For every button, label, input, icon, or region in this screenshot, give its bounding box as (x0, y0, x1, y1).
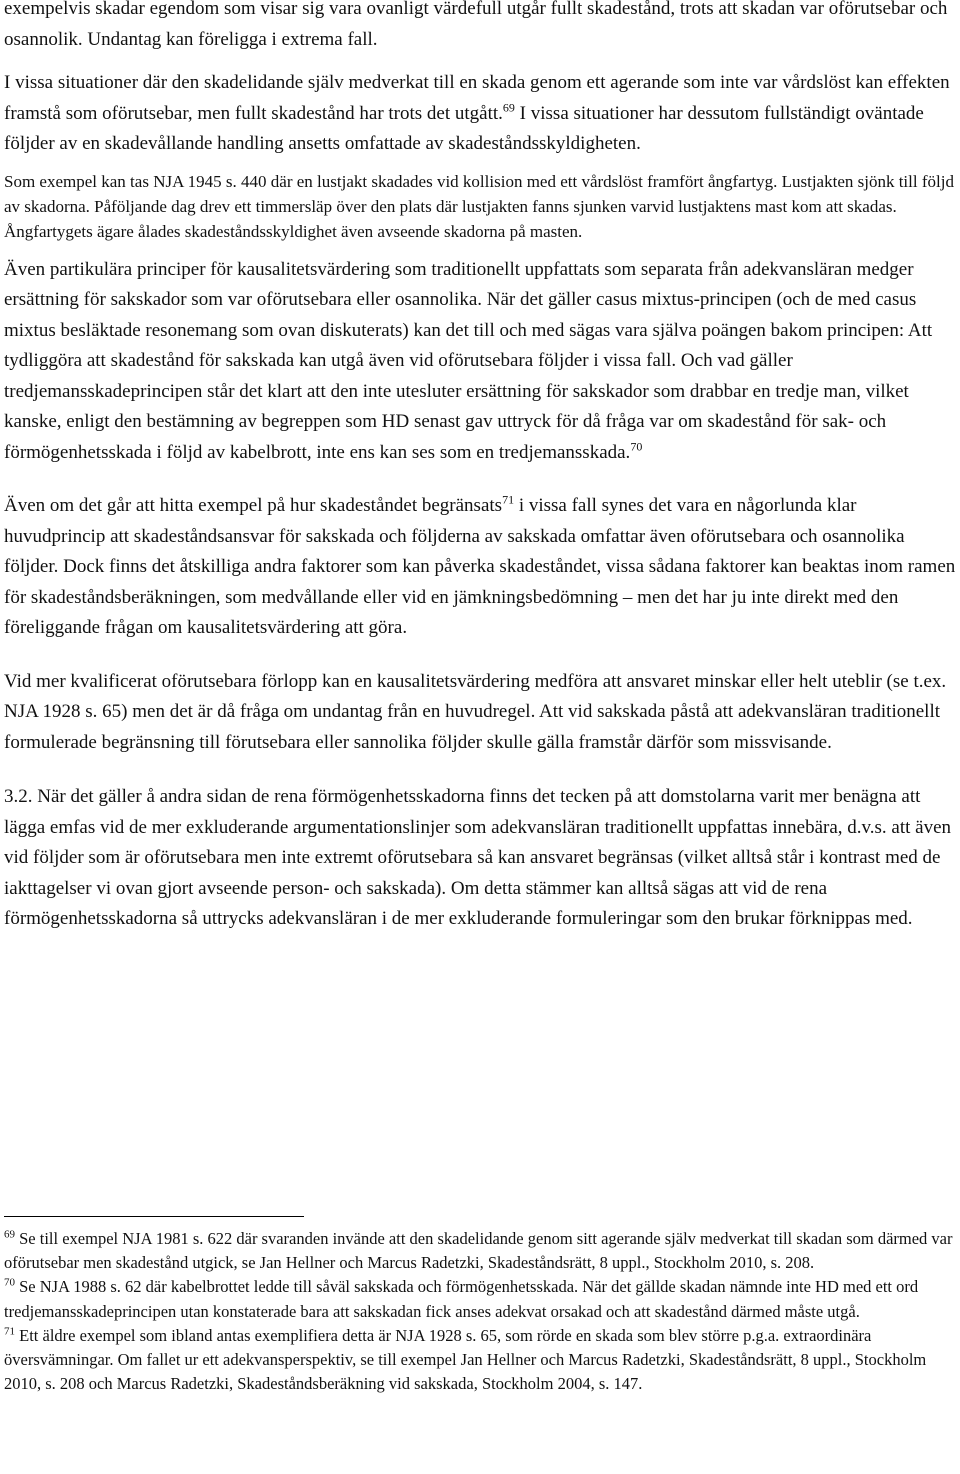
paragraph-example-nja-1945: Som exempel kan tas NJA 1945 s. 440 där en lustjakt skadades vid kollision med ett vårdslöst framfört ångfartyg. Lustjakten sjönk till följd av skadorna. Påföljande dag drev ett timmersläp över den plats där lustjakten fanns sjunken varvid lustjaktens mast kom att skadas. Ångfartygets ägare ålades skadeståndsskyldighet även avseende skadorna på masten. (4, 171, 954, 241)
paragraph-section-3-2: 3.2. När det gäller å andra sidan de rena förmögenhetsskadorna finns det tecken på att domstolarna varit mer benägna att lägga emfas vid de mer exkluderande argumentationslinjer som adekvansläran traditionellt uppfattas innebära, d.v.s. att även vid följder som är oförutsebara men inte extremt oförutsebara så kan ansvaret begränsas (vilket alltså står i kontrast med de iakttagelser vi ovan gjort avseende person- och sakskada). Om detta stämmer kan alltså sägas att vid de rena förmögenhetsskadorna så uttrycks adekvansläran i de mer exkluderande formuleringar som den brukar förknippas med. (4, 786, 952, 929)
footnote-text: Se NJA 1988 s. 62 där kabelbrottet ledde till såväl sakskada och förmögenhetsskada. När det gällde skadan nämnde inte HD med ett ord tredjemansskadeprincipen utan konstaterade bara att sakskadan fick anses adekvat orsakad och att skadestånd därmed måste utgå. (4, 1277, 919, 1321)
paragraph-situations-text-a: I vissa situationer där den skadelidande själv medverkat till en skada genom ett agerande som inte var vårdslöst kan effekten framstå som oförutsebar, men fullt skadestånd har trots det utgått. (4, 72, 950, 124)
footnote-number: 70 (4, 1276, 15, 1289)
paragraph-intro: exempelvis skadar egendom som visar sig vara ovanligt värdefull utgår fullt skadestånd, trots att skadan var oförutsebar och osannolik. Undantag kan föreligga i extrema fall. (4, 0, 948, 50)
footnote-number: 69 (4, 1228, 15, 1241)
footnotes (4, 1227, 956, 1396)
paragraph-partikulara-principer (4, 255, 956, 469)
footnote-ref-71[interactable]: 71 (502, 492, 515, 507)
paragraph-huvudprincip-text-a: Även om det går att hitta exempel på hur skadeståndet begränsats (4, 495, 503, 516)
paragraph-partikulara-principer-text: Även partikulära principer för kausalitetsvärdering som traditionellt uppfattats som separata från adekvansläran medger ersättning för sakskador som var oförutsebara eller osannolika. När det gäller casus mixtus-principen (och de med casus mixtus besläktade resonemang som ovan diskuterats) kan det till och med sägas vara själva poängen bakom principen: Att tydliggöra att skadestånd för sakskada kan utgå även vid oförutsebara följder i vissa fall. Och vad gäller tredjemansskadeprincipen står det klart att den inte utesluter ersättning för sakskador som drabbar en tredje man, vilket kanske, enligt den bestämning av begreppen som HD senast gav uttryck för då fråga var om skadestånd för sak- och förmögenhetsskada i följd av kabelbrott, inte ens kan ses som en tredjemansskada. (4, 258, 933, 463)
paragraph-situations-text-b: I vissa situationer har dessutom fullständigt oväntade följder av en skadevållande handling ansetts omfattade av skadeståndsskyldigheten. (4, 102, 924, 154)
paragraph-situations (4, 68, 956, 160)
paragraph-huvudprincip-text-b: i vissa fall synes det vara en någorlunda klar huvudprincip att skadeståndsansvar för sakskada och följderna av sakskada omfattar även oförutsebara och osannolika följder. Dock finns det åtskilliga andra faktorer som kan påverka skadeståndet, vissa sådana faktorer kan beaktas inom ramen för skadeståndsberäkningen, som medvållande eller vid en jämkningsbedömning – men det har ju inte direkt med den föreliggande frågan om kausalitetsvärdering att göra. (4, 495, 956, 638)
footnote-71 (4, 1324, 956, 1397)
footnote-text: Se till exempel NJA 1981 s. 622 där svaranden invände att den skadelidande genom sitt agerande själv medverkat till skadan som därmed var oförutsebar men skadestånd utgick, se Jan Hellner och Marcus Radetzki, Skadeståndsrätt, 8 uppl., Stockholm 2010, s. 208. (4, 1229, 953, 1273)
footnote-ref-70[interactable]: 70 (630, 439, 643, 454)
footnote-69 (4, 1227, 956, 1275)
paragraph-kvalificerat-oforutsebara: Vid mer kvalificerat oförutsebara förlopp kan en kausalitetsvärdering medföra att ansvaret minskar eller helt uteblir (se t.ex. NJA 1928 s. 65) men det är då fråga om undantag från en huvudregel. Att vid sakskada påstå att adekvansläran traditionellt formulerade begränsning till förutsebara eller sannolika följder skulle gälla framstår därför som missvisande. (4, 670, 947, 753)
paragraph-huvudprincip (4, 491, 956, 644)
footnote-text: Ett äldre exempel som ibland antas exemplifiera detta är NJA 1928 s. 65, som rörde en skada som blev större p.g.a. extraordinära översvämningar. Om fallet ur ett adekvansperspektiv, se till exempel Jan Hellner och Marcus Radetzki, Skadeståndsrätt, 8 uppl., Stockholm 2010, s. 208 och Marcus Radetzki, Skadeståndsberäkning vid sakskada, Stockholm 2004, s. 147. (4, 1325, 927, 1394)
footnote-ref-69[interactable]: 69 (502, 100, 515, 115)
footnote-70 (4, 1275, 956, 1323)
document-page (4, 0, 956, 935)
footnote-number: 71 (4, 1325, 15, 1338)
footnote-separator (4, 1216, 304, 1217)
